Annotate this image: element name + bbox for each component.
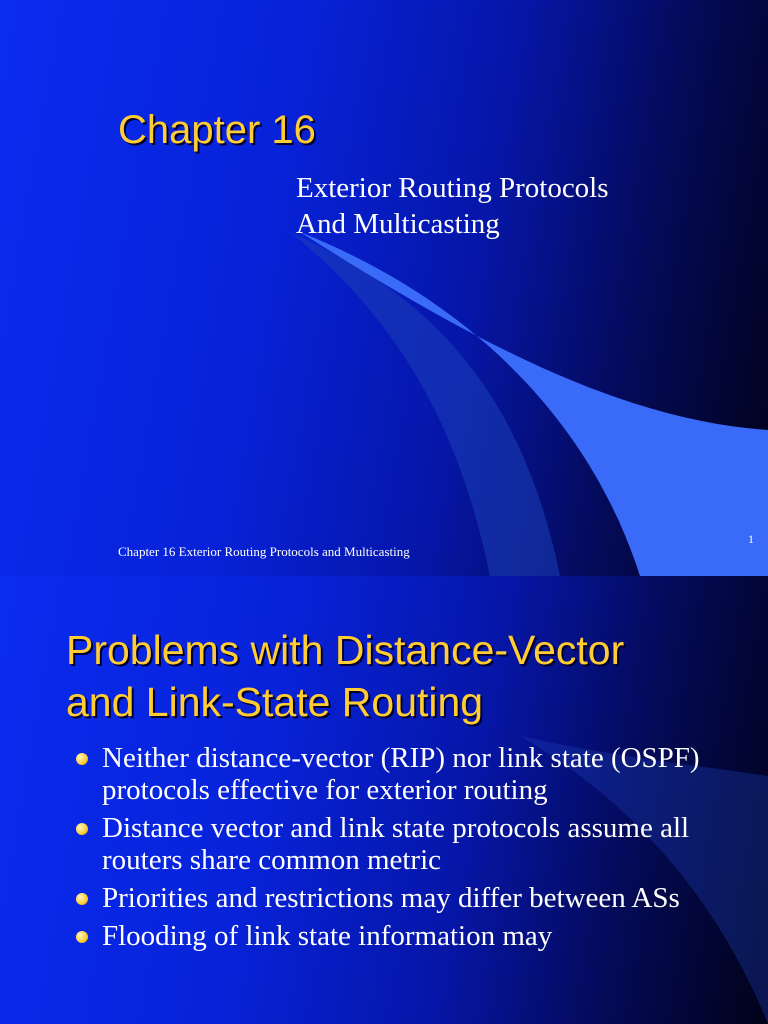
bullet-item	[72, 920, 712, 952]
slide-2	[0, 576, 768, 1024]
subtitle-line-1: Exterior Routing Protocols	[296, 172, 609, 204]
bullet-text: Neither distance-vector (RIP) nor link state (OSPF) protocols effective for exterior routing	[102, 742, 700, 806]
bullet-text: Flooding of link state information may	[102, 920, 553, 952]
slide-title: Chapter 16	[118, 108, 316, 152]
title-line-1: Problems with Distance-Vector	[66, 627, 625, 673]
slide-title	[66, 624, 746, 728]
subtitle-line-2: And Multicasting	[296, 208, 500, 240]
bullet-dot-icon	[76, 753, 88, 765]
bullet-dot-icon	[76, 823, 88, 835]
bullet-dot-icon	[76, 931, 88, 943]
bullet-text: Distance vector and link state protocols assume all routers share common metric	[102, 812, 690, 876]
bullet-item	[72, 812, 712, 876]
bullet-text: Priorities and restrictions may differ between ASs	[102, 882, 680, 914]
bullet-list	[72, 742, 712, 958]
slide-footer: Chapter 16 Exterior Routing Protocols and Multicasting	[118, 544, 410, 559]
title-line-2: and Link-State Routing	[66, 679, 484, 725]
bullet-dot-icon	[76, 893, 88, 905]
bullet-item	[72, 882, 712, 914]
slide-subtitle	[296, 170, 609, 242]
bullet-item	[72, 742, 712, 806]
page-number: 1	[748, 532, 754, 546]
